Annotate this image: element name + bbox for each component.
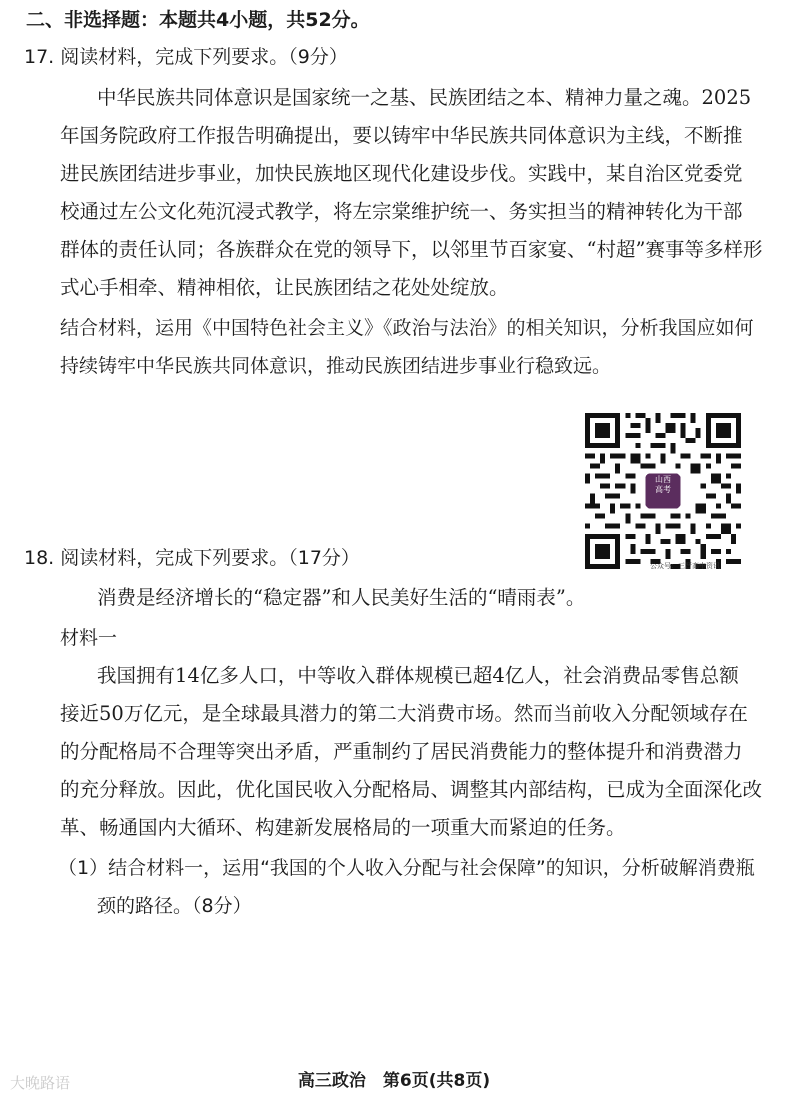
q17-material-line: 式心手相牵、精神相依，让民族团结之花处处绽放。 (60, 276, 509, 299)
q18-sub1-line: （1）结合材料一，运用“我国的个人收入分配与社会保障”的知识，分析破解消费瓶 (58, 857, 755, 879)
section-header: 二、非选择题：本题共4小题，共52分。 (26, 9, 370, 31)
q18-material-line: 的分配格局不合理等突出矛盾，严重制约了居民消费能力的整体提升和消费潜力 (60, 740, 743, 763)
q18-sub1-line: 颈的路径。（8分） (97, 895, 252, 917)
q17-question-line: 结合材料，运用《中国特色社会主义》《政治与法治》的相关知识，分析我国应如何 (60, 317, 754, 339)
qr-logo-text: 山西 高考 (655, 475, 671, 494)
q17-heading: 17. 阅读材料，完成下列要求。（9分） (24, 46, 348, 68)
q18-material-line: 革、畅通国内大循环、构建新发展格局的一项重大而紧迫的任务。 (60, 816, 626, 839)
qr-code (585, 413, 741, 569)
q18-material-title: 材料一 (60, 627, 118, 649)
q17-material-line: 校通过左公文化苑沉浸式教学，将左宗棠维护统一、务实担当的精神转化为干部 (60, 200, 743, 223)
q17-material-line: 进民族团结进步事业，加快民族地区现代化建设步伐。实践中，某自治区党委党 (60, 162, 743, 185)
q18-material-line: 我国拥有14亿多人口，中等收入群体规模已超4亿人，社会消费品零售总额 (97, 664, 739, 687)
q18-material-line: 的充分释放。因此，优化国民收入分配格局、调整其内部结构，已成为全面深化改 (60, 778, 763, 801)
watermark: 大晚路语 (10, 1074, 71, 1092)
q17-material-line: 群体的责任认同；各族群众在党的领导下，以邻里节百家宴、“村超”赛事等多样形 (60, 238, 763, 261)
q17-question-line: 持续铸牢中华民族共同体意识，推动民族团结进步事业行稳致远。 (60, 355, 612, 377)
q18-material-line: 接近50万亿元，是全球最具潜力的第二大消费市场。然而当前收入分配领域存在 (60, 702, 748, 725)
page-footer: 高三政治 第6页(共8页) (297, 1071, 491, 1091)
qr-caption: 公众号：三晋高中资讯 (650, 562, 720, 570)
q17-material-line: 年国务院政府工作报告明确提出，要以铸牢中华民族共同体意识为主线，不断推 (60, 124, 743, 147)
q18-heading: 18. 阅读材料，完成下列要求。（17分） (24, 547, 360, 569)
q17-material-line: 中华民族共同体意识是国家统一之基、民族团结之本、精神力量之魂。2025 (97, 86, 752, 109)
q18-intro: 消费是经济增长的“稳定器”和人民美好生活的“晴雨表”。 (97, 586, 586, 609)
